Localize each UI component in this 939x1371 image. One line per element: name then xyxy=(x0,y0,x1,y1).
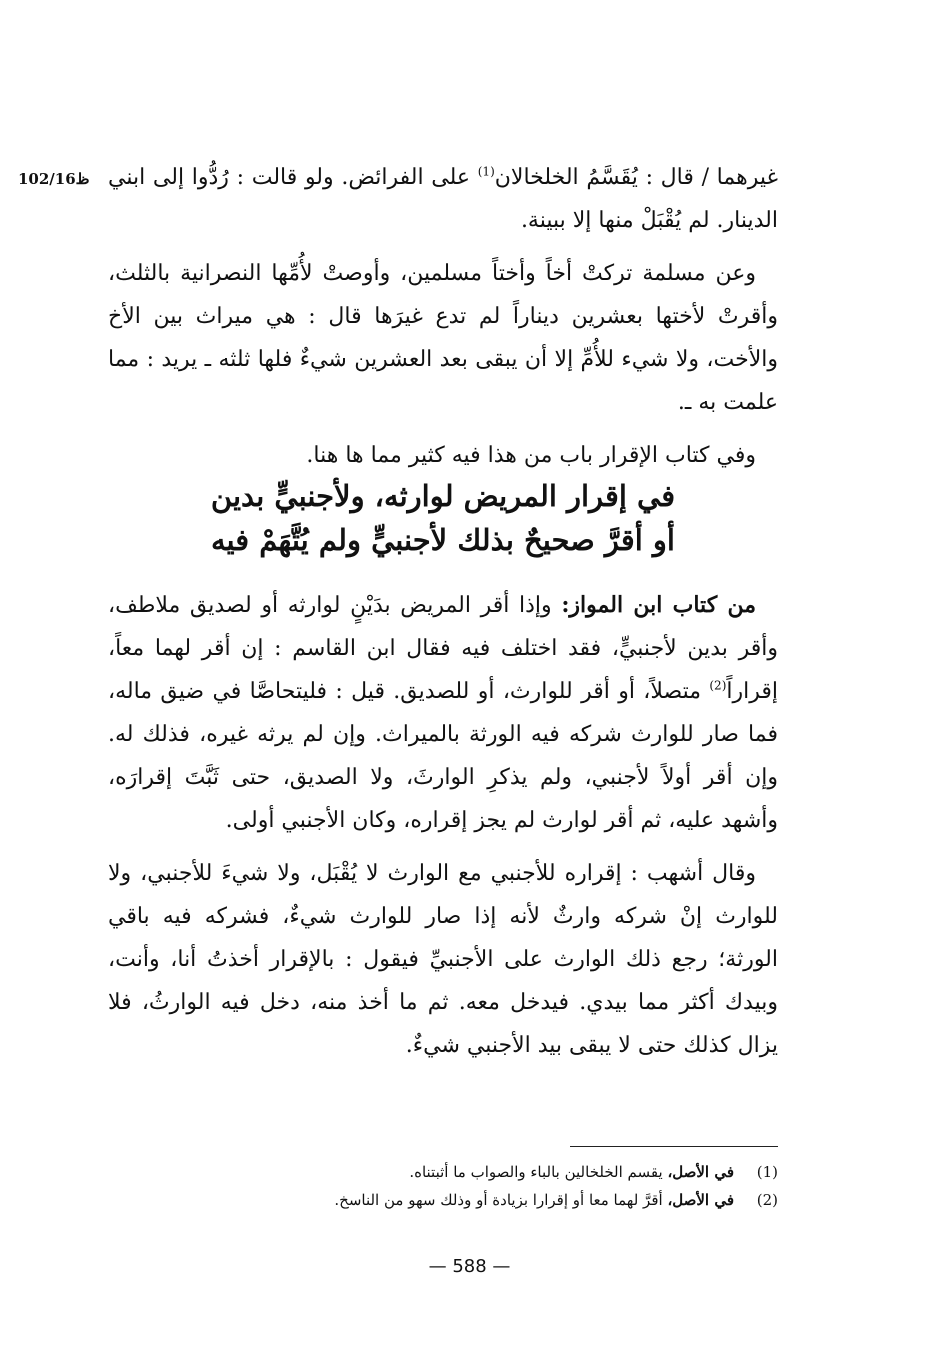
paragraph-text: غيرهما / قال : يُقَسَّمُ الخلخالان xyxy=(494,165,778,190)
paragraph: وقال أشهب : إقراره للأجنبي مع الوارث لا يُقْبَل، ولا شيءَ للأجنبي، ولا للوارث إنْ شركه وارثٌ لأنه إذا صار للوارث شيءٌ، فشركه فيه باقي الورثة؛ رجع ذلك الوارث على الأجنبيِّ فيقول : بالإقرار أخذتُ أنا، وأنت، وبيدك أكثر مما بيدي. فيدخل معه. ثم ما أخذ منه، دخل فيه الوارثُ، فلا يزال كذلك حتى لا يبقى بيد الأجنبي شيءٌ. xyxy=(108,861,778,1058)
footnote-item xyxy=(108,1158,778,1186)
opening-text-block xyxy=(108,156,778,477)
paragraph-text: على الفرائض. ولو قالت : رُدُّوا إلى ابني الدينار. لم يُقْبَلْ منها إلا ببينة. xyxy=(108,165,778,233)
paragraph-text: متصلاً، أو أقر للوارث، أو للصديق. قيل : فليتحاصَّا في ضيق ماله، فما صار للوارث شركه فيه الورثة بالميراث. وإن لم يرثه غيره، فذلك له. وإن أقر أولاً لأجنبي، ولم يذكرِ الوارثَ، ولا الصديق، حتى ثَبَّتَ إقرارَه، وأشهد عليه، ثم أقر لوارث لم يجز إقراره، وكان الأجنبي أولى. xyxy=(108,679,778,833)
heading-line: أو أقرَّ صحيحٌ بذلك لأجنبيٍّ ولم يُتَّهَمْ فيه xyxy=(211,523,675,557)
paragraph-text: وإذا أقر المريض بدَيْنٍ لوارثه أو لصديق ملاطف، وأقر بدين لأجنبيٍّ، فقد اختلف فيه فقال ابن القاسم : إن أقر لهما معاً، إقراراً xyxy=(108,593,778,704)
source-citation: من كتاب ابن المواز: xyxy=(561,592,757,618)
footnote-body: أقرَّ لهما معا أو إقرارا بزيادة أو وذلك سهو من الناسخ. xyxy=(334,1191,668,1209)
footnote-ref-1[interactable]: (1) xyxy=(477,164,495,179)
footnote-ref-2[interactable]: (2) xyxy=(709,678,727,693)
paragraph xyxy=(108,156,778,242)
paragraph: وعن مسلمة تركتْ أخاً وأختاً مسلمين، وأوصتْ لأُمِّها النصرانية بالثلث، وأقرتْ لأختها بعشرين ديناراً لم تدع غيرَها قال : هي ميراث بين الأخ والأخت، ولا شيء للأُمِّ إلا أن يبقى بعد العشرين شيءٌ فلها ثلثه ـ يريد : مما علمت به ـ. xyxy=(108,261,778,415)
footnote-divider xyxy=(570,1146,778,1147)
footnote-text xyxy=(334,1186,734,1214)
section-heading xyxy=(108,474,778,562)
footnote-number: (1) xyxy=(756,1163,778,1181)
paragraph: وفي كتاب الإقرار باب من هذا فيه كثير مما ها هنا. xyxy=(306,443,756,468)
footnote-item xyxy=(108,1186,778,1214)
margin-folio-reference: 102/16ظ xyxy=(18,170,90,188)
footnote-lead: في الأصل، xyxy=(667,1163,734,1181)
footnote-lead: في الأصل، xyxy=(667,1191,734,1209)
section-text-block xyxy=(108,584,778,1067)
footnote-number: (2) xyxy=(756,1191,778,1209)
footnote-text xyxy=(409,1158,734,1186)
paragraph xyxy=(108,584,778,842)
heading-line: في إقرار المريض لوارثه، ولأجنبيٍّ بدين xyxy=(210,479,676,513)
page-number: — 588 — xyxy=(428,1256,511,1277)
footnote-body: يقسم الخلخالين بالباء والصواب ما أثبتناه. xyxy=(409,1163,668,1181)
footnotes xyxy=(108,1158,778,1214)
